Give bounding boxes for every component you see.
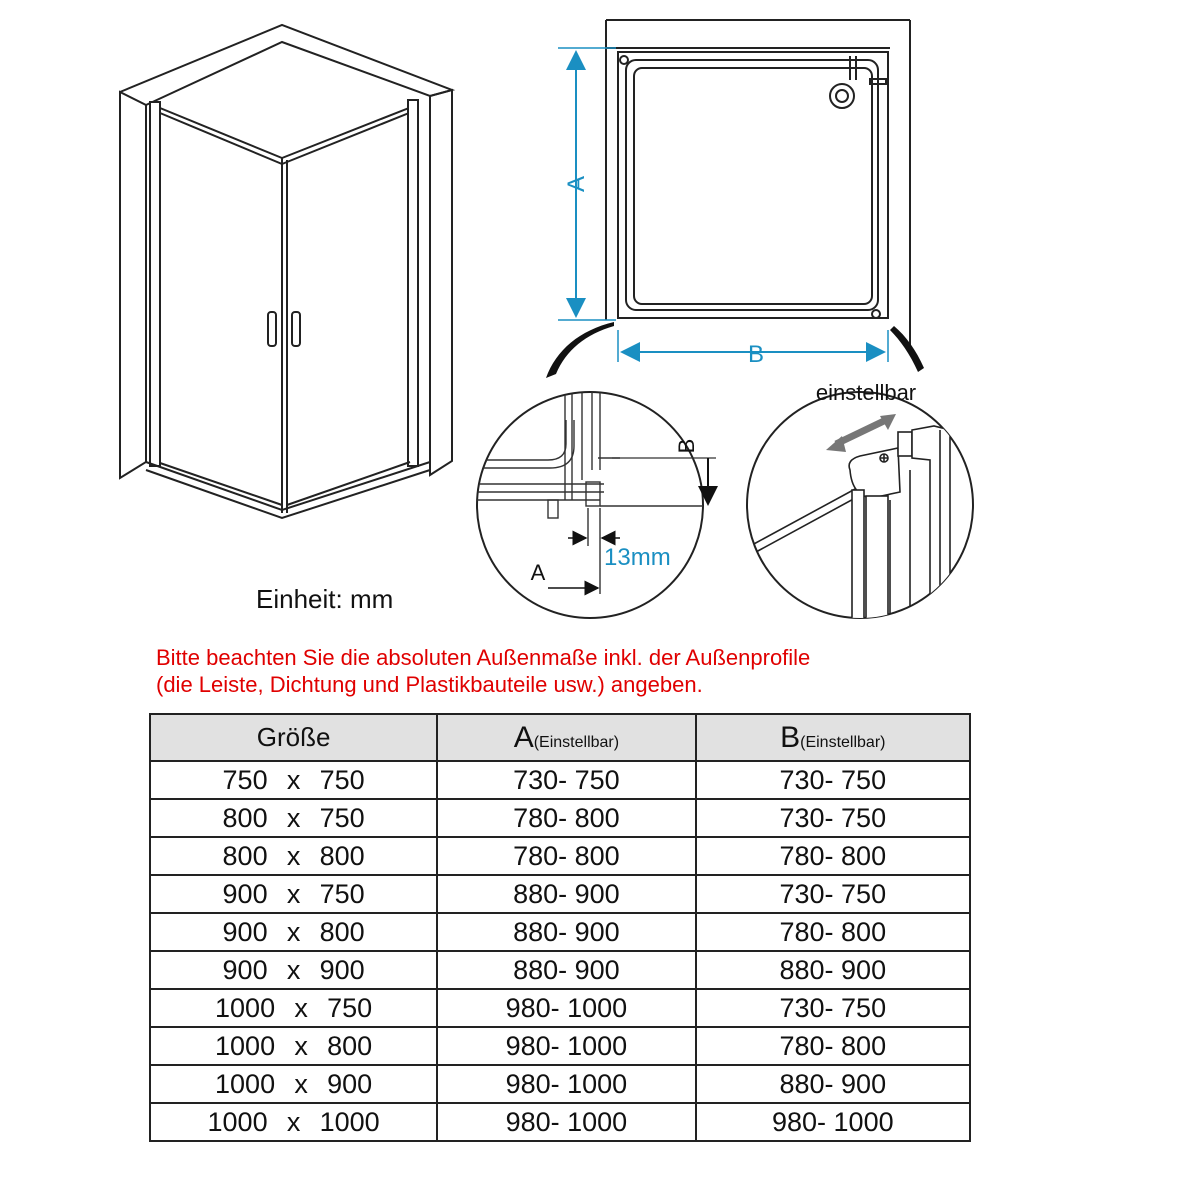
- b-range-cell: 730- 750: [696, 989, 970, 1027]
- a-range-cell: 780- 800: [437, 837, 695, 875]
- b-range-cell: 780- 800: [696, 913, 970, 951]
- right-door-handle: [292, 312, 300, 346]
- notice: [156, 644, 810, 698]
- table-row: [150, 1027, 970, 1065]
- detail-adjustable-profile: [747, 380, 973, 646]
- left-door-handle: [268, 312, 276, 346]
- tray-inner: [626, 60, 878, 310]
- size-width: 800: [222, 802, 268, 833]
- header-a-note: (Einstellbar): [533, 733, 620, 751]
- detail-b-label: B: [674, 438, 699, 454]
- b-range-cell: 730- 750: [696, 875, 970, 913]
- size-depth: 900: [327, 1068, 373, 1099]
- table-row: [150, 875, 970, 913]
- a-range-cell: 980- 1000: [437, 1065, 695, 1103]
- size-depth: 750: [319, 764, 365, 795]
- table-row: [150, 799, 970, 837]
- plan-dimensions: [558, 48, 888, 368]
- header-a-letter: A: [513, 720, 534, 754]
- right-profile: [408, 100, 418, 466]
- dimension-b-label: B: [747, 341, 765, 368]
- a-range-cell: 980- 1000: [437, 1027, 695, 1065]
- table-row: [150, 837, 970, 875]
- b-range-cell: 730- 750: [696, 761, 970, 799]
- enclosure-isometric: [120, 25, 452, 518]
- notice-line-2: (die Leiste, Dichtung und Plastikbauteile usw.) angeben.: [156, 672, 703, 697]
- right-wall: [430, 90, 452, 475]
- left-wall: [120, 92, 146, 478]
- size-cell: [150, 875, 437, 913]
- size-width: 800: [222, 840, 268, 871]
- size-cell: [150, 989, 437, 1027]
- a-range-cell: 730- 750: [437, 761, 695, 799]
- size-cell: [150, 1027, 437, 1065]
- size-depth: 800: [327, 1030, 373, 1061]
- header-b-letter: B: [780, 720, 801, 754]
- a-range-cell: 880- 900: [437, 913, 695, 951]
- b-range-cell: 780- 800: [696, 1027, 970, 1065]
- size-cell: [150, 799, 437, 837]
- size-width: 900: [222, 916, 268, 947]
- size-separator: x: [286, 1106, 301, 1137]
- left-profile: [150, 102, 160, 466]
- table-row: [150, 1103, 970, 1141]
- size-cell: [150, 913, 437, 951]
- size-cell: [150, 1065, 437, 1103]
- size-depth: 750: [327, 992, 373, 1023]
- wall-top: [120, 25, 452, 105]
- detail-leaders: [546, 322, 924, 378]
- a-range-cell: 780- 800: [437, 799, 695, 837]
- notice-line-1: Bitte beachten Sie die absoluten Außenmaße inkl. der Außenprofile: [156, 645, 811, 670]
- detail-a-label: A: [530, 560, 546, 585]
- size-depth: 900: [319, 954, 365, 985]
- table-row: [150, 951, 970, 989]
- dimension-a-label: A: [563, 175, 590, 193]
- size-separator: x: [286, 878, 301, 909]
- drain: [830, 84, 854, 108]
- b-range-cell: 880- 900: [696, 1065, 970, 1103]
- b-range-cell: 730- 750: [696, 799, 970, 837]
- adjustable-label: einstellbar: [815, 380, 917, 405]
- size-width: 900: [222, 954, 268, 985]
- size-cell: [150, 837, 437, 875]
- size-width: 1000: [215, 1030, 276, 1061]
- b-range-cell: 780- 800: [696, 837, 970, 875]
- size-depth: 750: [319, 802, 365, 833]
- size-cell: [150, 761, 437, 799]
- size-separator: x: [286, 840, 301, 871]
- unit-label: Einheit: mm: [256, 584, 394, 614]
- table-row: [150, 989, 970, 1027]
- a-range-cell: 980- 1000: [437, 989, 695, 1027]
- size-cell: [150, 1103, 437, 1141]
- detail-corner: [470, 370, 720, 618]
- a-range-cell: 980- 1000: [437, 1103, 695, 1141]
- size-width: 1000: [215, 992, 276, 1023]
- table-row: [150, 761, 970, 799]
- header-b: [696, 714, 970, 761]
- table-header-row: [150, 714, 970, 761]
- size-depth: 750: [319, 878, 365, 909]
- size-depth: 800: [319, 916, 365, 947]
- size-separator: x: [286, 954, 301, 985]
- table-row: [150, 1065, 970, 1103]
- size-separator: x: [286, 916, 301, 947]
- size-separator: x: [294, 1068, 308, 1099]
- size-separator: x: [294, 1030, 308, 1061]
- size-separator: x: [286, 764, 301, 795]
- size-depth: 800: [319, 840, 365, 871]
- size-table: [149, 713, 971, 1142]
- size-separator: x: [286, 802, 301, 833]
- table-row: [150, 913, 970, 951]
- size-cell: [150, 951, 437, 989]
- header-a: [437, 714, 695, 761]
- a-range-cell: 880- 900: [437, 951, 695, 989]
- size-width: 1000: [215, 1068, 276, 1099]
- size-width: 900: [222, 878, 268, 909]
- header-size: Größe: [150, 714, 437, 761]
- b-range-cell: 980- 1000: [696, 1103, 970, 1141]
- gap-label: 13mm: [604, 544, 671, 571]
- size-separator: x: [294, 992, 308, 1023]
- header-b-note: (Einstellbar): [800, 733, 886, 751]
- size-depth: 1000: [319, 1106, 380, 1137]
- size-width: 1000: [207, 1106, 268, 1137]
- plan-view: [606, 20, 910, 350]
- size-width: 750: [222, 764, 268, 795]
- b-range-cell: 880- 900: [696, 951, 970, 989]
- a-range-cell: 880- 900: [437, 875, 695, 913]
